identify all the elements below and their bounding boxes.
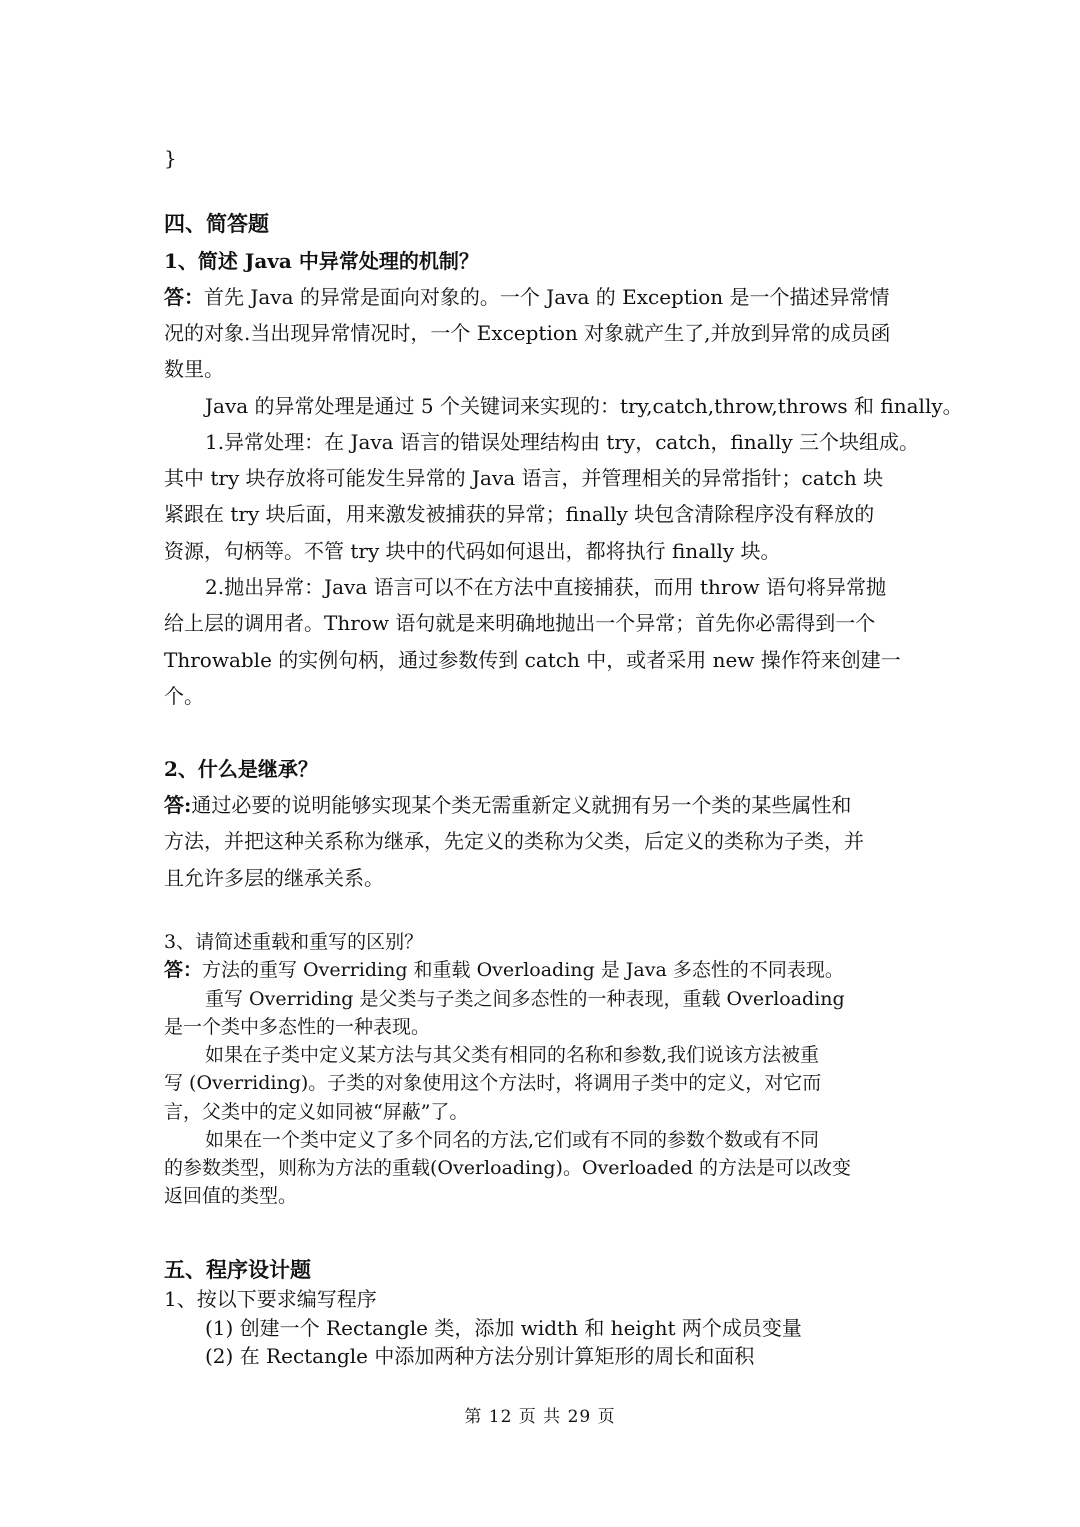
q1-answer-line: 紧跟在 try 块后面，用来激发被捕获的异常；finally 块包含清除程序没有释放的 bbox=[164, 502, 875, 526]
q1-answer-line: 2.抛出异常：Java 语言可以不在方法中直接捕获，而用 throw 语句将异常抛 bbox=[205, 575, 886, 599]
q1-answer-line: 其中 try 块存放将可能发生异常的 Java 语言，并管理相关的异常指针；catch 块 bbox=[164, 466, 884, 490]
q1-answer-line: 况的对象.当出现异常情况时，一个 Exception 对象就产生了,并放到异常的成员函 bbox=[164, 321, 891, 345]
page-footer: 第 12 页 共 29 页 bbox=[464, 1407, 616, 1427]
q2-answer-label: 答: bbox=[164, 793, 192, 817]
q1-answer-line: 1.异常处理：在 Java 语言的错误处理结构由 try，catch，finally 三个块组成。 bbox=[205, 430, 920, 454]
q3-answer-line: 如果在一个类中定义了多个同名的方法,它们或有不同的参数个数或有不同 bbox=[205, 1129, 820, 1151]
q3-answer-line: 答：方法的重写 Overriding 和重载 Overloading 是 Java 多态性的不同表现。 bbox=[164, 959, 844, 981]
q2-question: 2、什么是继承？ bbox=[164, 757, 318, 781]
s5-q1-item: (1) 创建一个 Rectangle 类，添加 width 和 height 两个成员变量 bbox=[205, 1316, 802, 1340]
q3-answer-line: 返回值的类型。 bbox=[164, 1185, 298, 1207]
closing-brace: } bbox=[164, 146, 177, 170]
q1-answer-label: 答： bbox=[164, 285, 204, 309]
q2-answer-line: 答:通过必要的说明能够实现某个类无需重新定义就拥有另一个类的某些属性和 bbox=[164, 793, 852, 817]
q3-question: 3、请简述重载和重写的区别？ bbox=[164, 931, 424, 953]
section-4-heading: 四、简答题 bbox=[164, 211, 269, 236]
q1-answer-line: Java 的异常处理是通过 5 个关键词来实现的：try,catch,throw,throws 和 finally。 bbox=[205, 394, 963, 418]
s5-q1-question: 1、按以下要求编写程序 bbox=[164, 1287, 377, 1311]
q1-answer-line: 给上层的调用者。Throw 语句就是来明确地抛出一个异常；首先你必需得到一个 bbox=[164, 611, 876, 635]
q1-answer-line: 数里。 bbox=[164, 357, 224, 381]
q3-answer-line: 的参数类型，则称为方法的重载(Overloading)。Overloaded 的方法是可以改变 bbox=[164, 1157, 852, 1179]
q3-answer-line: 写 (Overriding)。子类的对象使用这个方法时，将调用子类中的定义，对它而 bbox=[164, 1072, 822, 1094]
q3-answer-line: 重写 Overriding 是父类与子类之间多态性的一种表现，重载 Overloading bbox=[205, 988, 845, 1010]
s5-q1-item: (2) 在 Rectangle 中添加两种方法分别计算矩形的周长和面积 bbox=[205, 1344, 755, 1368]
q1-answer-line: 答：首先 Java 的异常是面向对象的。一个 Java 的 Exception 是一个描述异常情 bbox=[164, 285, 890, 309]
q3-answer-line: 如果在子类中定义某方法与其父类有相同的名称和参数,我们说该方法被重 bbox=[205, 1044, 820, 1066]
section-5-heading: 五、程序设计题 bbox=[164, 1257, 311, 1282]
q3-answer-line: 言，父类中的定义如同被“屏蔽”了。 bbox=[164, 1101, 469, 1123]
q1-answer-line: 个。 bbox=[164, 684, 204, 708]
q2-answer-line: 方法，并把这种关系称为继承，先定义的类称为父类，后定义的类称为子类，并 bbox=[164, 829, 864, 853]
q2-answer-line: 且允许多层的继承关系。 bbox=[164, 866, 384, 890]
q1-question: 1、简述 Java 中异常处理的机制？ bbox=[164, 249, 479, 273]
q1-answer-line: 资源，句柄等。不管 try 块中的代码如何退出，都将执行 finally 块。 bbox=[164, 539, 781, 563]
q1-answer-line: Throwable 的实例句柄，通过参数传到 catch 中，或者采用 new 操作符来创建一 bbox=[164, 648, 901, 672]
q3-answer-label: 答： bbox=[164, 959, 203, 981]
q3-answer-line: 是一个类中多态性的一种表现。 bbox=[164, 1016, 431, 1038]
